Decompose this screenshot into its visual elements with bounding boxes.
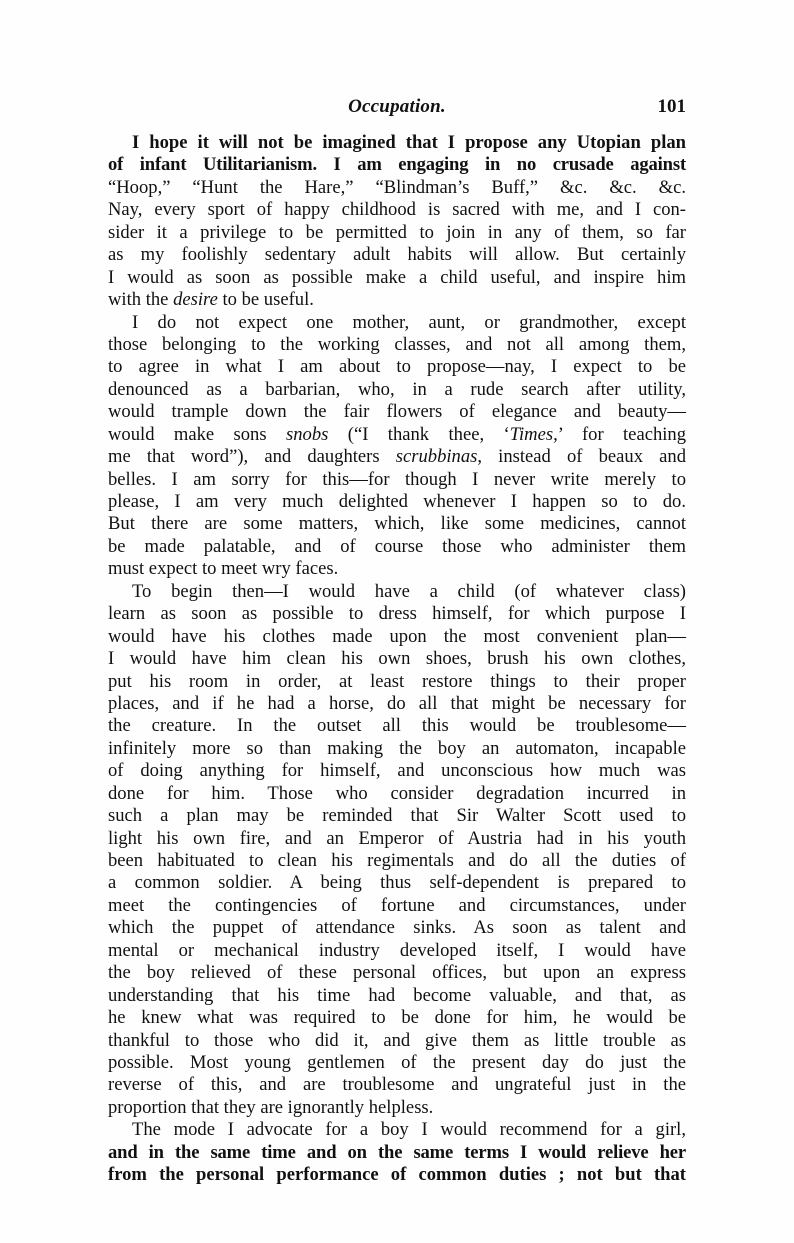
paragraph-3 bbox=[108, 581, 686, 1120]
text-line: of infant Utilitarianism. I am engaging in no crusade against bbox=[108, 154, 686, 176]
paragraph-2 bbox=[108, 312, 686, 581]
text-line: I would as soon as possible make a child useful, and inspire him bbox=[108, 266, 686, 288]
text-line: learn as soon as possible to dress himself, for which purpose I bbox=[108, 603, 686, 625]
text-line: such a plan may be reminded that Sir Walter Scott used to bbox=[108, 805, 686, 827]
text-line: “Hoop,” “Hunt the Hare,” “Blindman’s Buff,” &c. &c. &c. bbox=[108, 176, 686, 198]
text-line: proportion that they are ignorantly helpless. bbox=[108, 1096, 434, 1118]
body-text bbox=[108, 132, 686, 1187]
italic-word: scrubbinas bbox=[395, 446, 478, 468]
text-line: put his room in order, at least restore things to their proper bbox=[108, 670, 686, 692]
text-line: a common soldier. A being thus self-dependent is prepared to bbox=[108, 872, 686, 894]
text-line: those belonging to the working classes, and not all among them, bbox=[108, 333, 686, 355]
text-line: places, and if he had a horse, do all that might be necessary for bbox=[108, 692, 686, 714]
text-line: thankful to those who did it, and give them as little trouble as bbox=[108, 1029, 686, 1051]
text-line: be made palatable, and of course those who administer them bbox=[108, 535, 686, 557]
text-line: But there are some matters, which, like some medicines, cannot bbox=[108, 513, 686, 535]
text-line: which the puppet of attendance sinks. As soon as talent and bbox=[108, 917, 686, 939]
text-line: done for him. Those who consider degradation incurred in bbox=[108, 782, 686, 804]
text-line: to agree in what I am about to propose—nay, I expect to be bbox=[108, 356, 686, 378]
text-line: from the personal performance of common duties ; not but that bbox=[108, 1164, 686, 1186]
running-header bbox=[108, 96, 686, 122]
text-line: must expect to meet wry faces. bbox=[108, 558, 339, 580]
text-line: would have his clothes made upon the most convenient plan— bbox=[108, 625, 686, 647]
text-line: reverse of this, and are troublesome and ungrateful just in the bbox=[108, 1074, 686, 1096]
text-segment: with the bbox=[108, 289, 174, 311]
text-line: would trample down the fair flowers of elegance and beauty— bbox=[108, 401, 686, 423]
paragraph-1 bbox=[108, 132, 686, 312]
text-segment: ’ for teaching bbox=[557, 423, 687, 445]
text-line bbox=[108, 446, 686, 468]
text-line: as my foolishly sedentary adult habits will allow. But certainly bbox=[108, 244, 686, 266]
text-line: the boy relieved of these personal offices, but upon an express bbox=[108, 962, 686, 984]
text-segment: to be useful. bbox=[217, 289, 314, 311]
text-line: light his own fire, and an Emperor of Austria had in his youth bbox=[108, 827, 686, 849]
text-segment: , instead of beaux and bbox=[477, 446, 686, 468]
italic-word: desire bbox=[173, 289, 218, 311]
running-title: Occupation. bbox=[348, 96, 446, 117]
text-line: I hope it will not be imagined that I propose any Utopian plan bbox=[132, 132, 686, 153]
text-line: To begin then—I would have a child (of whatever class) bbox=[132, 580, 686, 602]
text-segment: me that word”), and daughters bbox=[108, 446, 396, 468]
text-segment: (“I thank thee, ‘ bbox=[328, 423, 510, 445]
text-line bbox=[108, 289, 686, 311]
text-line: the creature. In the outset all this would be troublesome— bbox=[108, 715, 686, 737]
text-segment: would make sons bbox=[108, 423, 286, 445]
italic-word: snobs bbox=[286, 423, 329, 445]
text-line: possible. Most young gentlemen of the present day do just the bbox=[108, 1051, 686, 1073]
text-line: been habituated to clean his regimentals and do all the duties of bbox=[108, 850, 686, 871]
text-line bbox=[108, 424, 686, 446]
text-line: he knew what was required to be done for him, he would be bbox=[108, 1007, 686, 1029]
text-line: of doing anything for himself, and unconscious how much was bbox=[108, 760, 686, 782]
text-line: understanding that his time had become valuable, and that, as bbox=[108, 984, 686, 1006]
paragraph-4 bbox=[108, 1119, 686, 1186]
text-line: mental or mechanical industry developed itself, I would have bbox=[108, 939, 686, 961]
text-line: belles. I am sorry for this—for though I never write merely to bbox=[108, 468, 686, 490]
text-line: please, I am very much delighted whenever I happen so to do. bbox=[108, 491, 686, 512]
text-line: I do not expect one mother, aunt, or grandmother, except bbox=[132, 311, 686, 333]
text-line: infinitely more so than making the boy an automaton, incapable bbox=[108, 737, 686, 759]
text-line: Nay, every sport of happy childhood is sacred with me, and I con- bbox=[108, 199, 686, 221]
text-line: denounced as a barbarian, who, in a rude search after utility, bbox=[108, 378, 686, 400]
text-line: sider it a privilege to be permitted to join in any of them, so far bbox=[108, 221, 686, 243]
text-line: and in the same time and on the same terms I would relieve her bbox=[108, 1141, 686, 1163]
text-line: I would have him clean his own shoes, brush his own clothes, bbox=[108, 648, 686, 670]
text-line: meet the contingencies of fortune and circumstances, under bbox=[108, 894, 686, 916]
page-number: 101 bbox=[657, 96, 686, 117]
text-line: The mode I advocate for a boy I would recommend for a girl, bbox=[132, 1119, 686, 1141]
italic-word: Times, bbox=[509, 423, 558, 445]
